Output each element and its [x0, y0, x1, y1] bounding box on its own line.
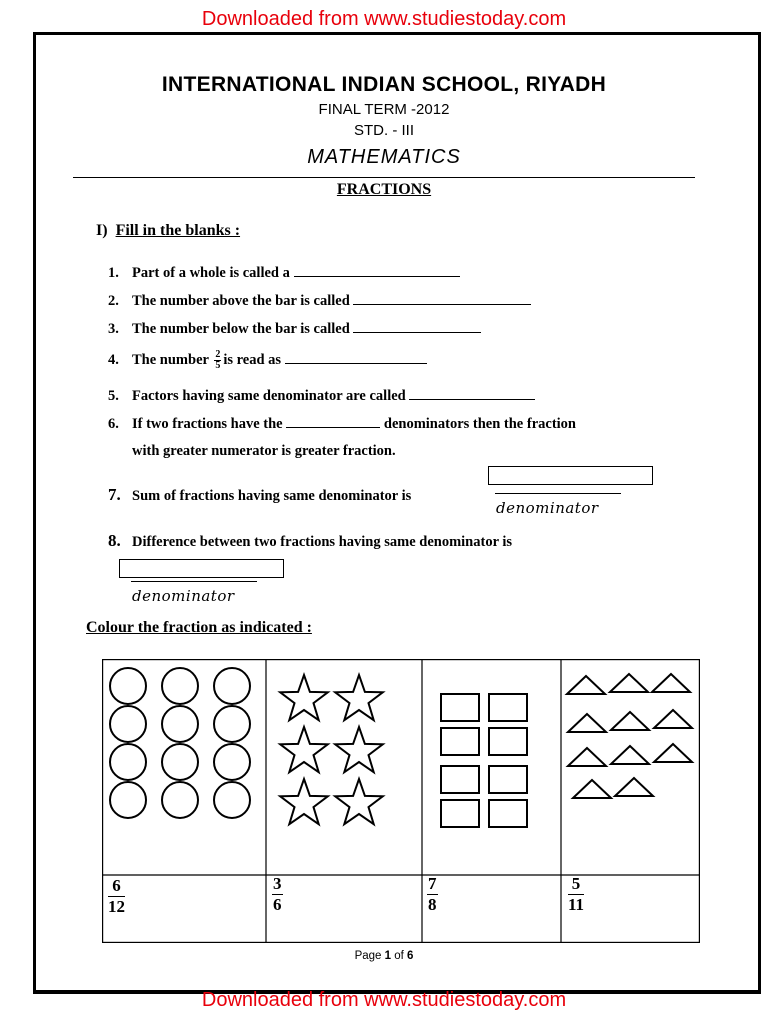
triangle-shape[interactable]: [567, 676, 605, 694]
rectangle-shape[interactable]: [441, 766, 479, 793]
denominator-label: denominator: [496, 499, 599, 517]
circle-shape[interactable]: [162, 668, 198, 704]
watermark-bottom[interactable]: Downloaded from www.studiestoday.com: [201, 989, 567, 1011]
cell-fraction-stars: [272, 874, 283, 915]
circle-shape[interactable]: [162, 782, 198, 818]
question-8: [108, 531, 512, 551]
cell-fraction-triangles: [568, 874, 584, 915]
school-name: INTERNATIONAL INDIAN SCHOOL, RIYADH: [161, 73, 607, 96]
rectangle-shape[interactable]: [489, 728, 527, 755]
footer-mid: of: [391, 950, 408, 962]
question-number: 5.: [108, 388, 119, 404]
cell-fraction-rectangles: [427, 874, 438, 915]
triangle-shape[interactable]: [611, 712, 649, 730]
question-3: [108, 320, 481, 338]
circle-shape[interactable]: [214, 782, 250, 818]
fraction-numerator: 7: [428, 874, 437, 893]
fraction-denominator: 5: [215, 360, 221, 371]
question-number: 7.: [108, 485, 121, 504]
question-text: Difference between two fractions having same denominator is: [132, 534, 513, 550]
question-1: [108, 264, 460, 282]
fraction-denominator: 6: [273, 895, 282, 914]
circle-shape[interactable]: [110, 668, 146, 704]
current-page: 1: [384, 950, 392, 962]
fraction-bar: [495, 493, 621, 494]
question-text: The number below the bar is called: [132, 321, 350, 337]
triangle-shape[interactable]: [654, 710, 692, 728]
topic-title: FRACTIONS: [336, 181, 432, 198]
star-shape[interactable]: [280, 675, 328, 720]
star-shape[interactable]: [335, 779, 383, 824]
circles-group: [110, 668, 250, 818]
question-text: The number: [132, 351, 209, 368]
answer-blank[interactable]: [286, 415, 380, 428]
question-text: Factors having same denominator are called: [132, 388, 406, 404]
circle-shape[interactable]: [110, 706, 146, 742]
section-number: I): [96, 222, 108, 239]
triangle-shape[interactable]: [652, 674, 690, 692]
exam-term: FINAL TERM -2012: [318, 101, 450, 118]
question-6: [108, 415, 576, 433]
numerator-answer-box[interactable]: [119, 559, 284, 578]
question-6-line2: with greater numerator is greater fraction.: [132, 443, 396, 459]
question-2: [108, 292, 531, 310]
answer-blank[interactable]: [409, 387, 535, 400]
triangles-group: [567, 674, 692, 798]
question-text: The number above the bar is called: [132, 293, 350, 309]
question-number: 2.: [108, 293, 119, 309]
circle-shape[interactable]: [214, 744, 250, 780]
circle-shape[interactable]: [214, 706, 250, 742]
triangle-shape[interactable]: [615, 778, 653, 796]
triangle-shape[interactable]: [654, 744, 692, 762]
rectangles-group: [441, 694, 527, 827]
fraction-denominator: 11: [568, 895, 585, 914]
triangle-shape[interactable]: [573, 780, 611, 798]
fraction-numerator: 5: [568, 874, 584, 895]
page-footer: [0, 950, 768, 962]
circle-shape[interactable]: [162, 744, 198, 780]
question-text: Sum of fractions having same denominator is: [132, 488, 412, 504]
inline-fraction: [214, 350, 221, 371]
section-heading: [96, 222, 240, 240]
question-number: 6.: [108, 416, 119, 432]
triangle-shape[interactable]: [610, 674, 648, 692]
star-shape[interactable]: [280, 779, 328, 824]
fraction-denominator: 8: [428, 895, 437, 914]
fraction-denominator: 12: [108, 897, 125, 916]
numerator-answer-box[interactable]: [488, 466, 653, 485]
answer-blank[interactable]: [353, 292, 531, 305]
question-number: 8.: [108, 531, 121, 550]
rectangle-shape[interactable]: [441, 694, 479, 721]
question-text-after: is read as: [223, 351, 282, 368]
circle-shape[interactable]: [214, 668, 250, 704]
star-shape[interactable]: [335, 675, 383, 720]
circle-shape[interactable]: [110, 782, 146, 818]
colour-section-title: Colour the fraction as indicated :: [86, 619, 312, 636]
rectangle-shape[interactable]: [441, 728, 479, 755]
star-shape[interactable]: [280, 727, 328, 772]
question-4: [108, 350, 427, 371]
fraction-numerator: 3: [273, 874, 282, 893]
table-lines: [102, 659, 700, 943]
triangle-shape[interactable]: [568, 714, 606, 732]
triangle-shape[interactable]: [568, 748, 606, 766]
answer-blank[interactable]: [285, 351, 427, 364]
question-number: 1.: [108, 265, 119, 281]
rectangle-shape[interactable]: [489, 694, 527, 721]
answer-blank[interactable]: [294, 264, 460, 277]
footer-prefix: Page: [354, 950, 385, 962]
question-7: [108, 485, 411, 505]
fraction-numerator: 6: [108, 876, 125, 897]
circle-shape[interactable]: [110, 744, 146, 780]
question-number: 3.: [108, 321, 119, 337]
question-text: Part of a whole is called a: [132, 265, 290, 281]
star-shape[interactable]: [335, 727, 383, 772]
question-text: If two fractions have the: [132, 416, 283, 432]
watermark-top[interactable]: Downloaded from www.studiestoday.com: [201, 8, 567, 30]
answer-blank[interactable]: [353, 320, 481, 333]
rectangle-shape[interactable]: [489, 800, 527, 827]
header-rule: [73, 177, 695, 178]
triangle-shape[interactable]: [611, 746, 649, 764]
colour-table: [102, 659, 700, 943]
question-text-after: denominators then the fraction: [383, 416, 576, 432]
section-title: Fill in the blanks :: [115, 222, 241, 239]
question-5: [108, 387, 535, 405]
cell-fraction-circles: [108, 876, 125, 917]
denominator-label: denominator: [132, 587, 235, 605]
total-pages: 6: [407, 950, 414, 962]
fraction-bar: [131, 581, 257, 582]
standard: STD. - III: [354, 122, 414, 139]
question-number: 4.: [108, 351, 119, 368]
fraction-numerator: 2: [215, 349, 221, 360]
rectangle-shape[interactable]: [441, 800, 479, 827]
rectangle-shape[interactable]: [489, 766, 527, 793]
circle-shape[interactable]: [162, 706, 198, 742]
subject-title: MATHEMATICS: [307, 146, 461, 168]
stars-group: [280, 675, 383, 824]
